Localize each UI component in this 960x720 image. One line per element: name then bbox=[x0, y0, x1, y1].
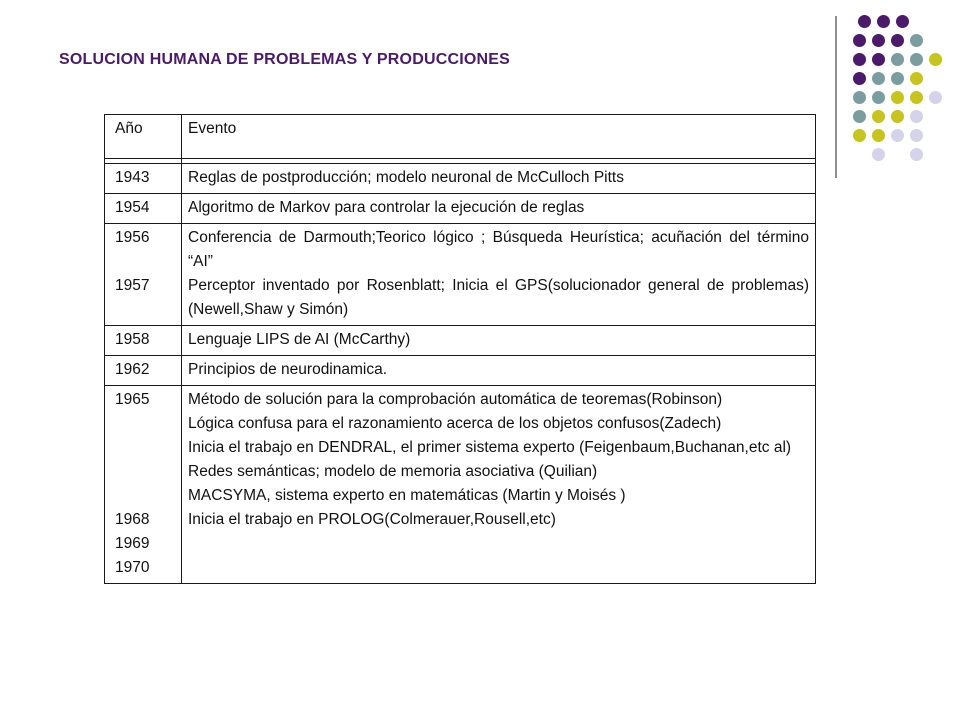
decorative-dot bbox=[929, 91, 942, 104]
slide-title: SOLUCION HUMANA DE PROBLEMAS Y PRODUCCIONES bbox=[59, 51, 511, 68]
decorative-dot bbox=[891, 72, 904, 85]
year-value: 1954 bbox=[115, 199, 150, 216]
event-text: Inicia el trabajo en PROLOG(Colmerauer,Rousell,etc) bbox=[188, 511, 556, 528]
decorative-dot bbox=[910, 148, 923, 161]
decorative-dot bbox=[872, 91, 885, 104]
decorative-dot bbox=[910, 72, 923, 85]
decorative-dot bbox=[872, 53, 885, 66]
decorative-dot bbox=[853, 91, 866, 104]
decorative-dot bbox=[853, 34, 866, 47]
decorative-dot bbox=[872, 129, 885, 142]
event-cell bbox=[182, 194, 816, 224]
event-cell bbox=[182, 326, 816, 356]
event-text: Lógica confusa para el razonamiento acerca de los objetos confusos(Zadech) bbox=[188, 415, 722, 432]
event-header: Evento bbox=[182, 115, 816, 159]
event-cell bbox=[182, 386, 816, 584]
year-value: 1968 bbox=[115, 511, 150, 528]
line-gap bbox=[115, 436, 175, 460]
decorative-dot bbox=[872, 34, 885, 47]
event-cell bbox=[182, 224, 816, 326]
table-row bbox=[105, 194, 816, 224]
decorative-dot bbox=[858, 15, 871, 28]
table-row bbox=[105, 224, 816, 326]
event-text: Método de solución para la comprobación automática de teoremas(Robinson) bbox=[188, 391, 723, 408]
year-value: 1962 bbox=[115, 361, 150, 378]
year-cell bbox=[105, 386, 182, 584]
event-cell bbox=[182, 356, 816, 386]
line-gap bbox=[115, 484, 175, 508]
year-value: 1943 bbox=[115, 169, 150, 186]
decorative-dot bbox=[877, 15, 890, 28]
year-cell bbox=[105, 194, 182, 224]
decorative-dot bbox=[872, 110, 885, 123]
decorative-dot bbox=[853, 129, 866, 142]
event-text: Reglas de postproducción; modelo neuronal de McCulloch Pitts bbox=[188, 169, 624, 186]
event-text: Conferencia de Darmouth;Teorico lógico ; Búsqueda Heurística; acuñación del término “AI” bbox=[188, 229, 809, 270]
year-header: Año bbox=[105, 115, 182, 159]
year-cell bbox=[105, 356, 182, 386]
year-value: 1958 bbox=[115, 331, 150, 348]
decorative-dot bbox=[891, 129, 904, 142]
event-text: Principios de neurodinamica. bbox=[188, 361, 388, 378]
event-text: MACSYMA, sistema experto en matemáticas (Martin y Moisés ) bbox=[188, 487, 626, 504]
event-text: Algoritmo de Markov para controlar la ejecución de reglas bbox=[188, 199, 585, 216]
decorative-dot bbox=[853, 72, 866, 85]
decorative-dot bbox=[853, 110, 866, 123]
decorative-dot bbox=[891, 34, 904, 47]
decorative-dot bbox=[891, 53, 904, 66]
decorative-dot bbox=[891, 110, 904, 123]
decorative-dot bbox=[910, 53, 923, 66]
year-value: 1969 bbox=[115, 535, 150, 552]
divider-line bbox=[835, 16, 837, 178]
decorative-dot bbox=[910, 110, 923, 123]
year-cell bbox=[105, 326, 182, 356]
event-text: Inicia el trabajo en DENDRAL, el primer sistema experto (Feigenbaum,Buchanan,etc al) bbox=[188, 439, 792, 456]
events-table bbox=[104, 114, 816, 584]
event-text: Lenguaje LIPS de AI (McCarthy) bbox=[188, 331, 411, 348]
decorative-dot bbox=[872, 148, 885, 161]
year-cell bbox=[105, 164, 182, 194]
event-text: Perceptor inventado por Rosenblatt; Inicia el GPS(solucionador general de problemas)(Newell,Shaw y Simón) bbox=[188, 277, 809, 318]
decorative-dot-grid bbox=[850, 12, 950, 162]
decorative-dot bbox=[891, 91, 904, 104]
events-table-container bbox=[104, 114, 818, 630]
line-gap bbox=[115, 412, 175, 436]
year-value: 1956 bbox=[115, 229, 150, 246]
decorative-dot bbox=[910, 34, 923, 47]
event-cell bbox=[182, 164, 816, 194]
year-value: 1970 bbox=[115, 559, 150, 576]
decorative-dot bbox=[910, 129, 923, 142]
year-value: 1965 bbox=[115, 391, 150, 408]
table-header-row bbox=[105, 115, 816, 159]
year-value: 1957 bbox=[115, 277, 150, 294]
year-cell bbox=[105, 224, 182, 326]
decorative-dot bbox=[910, 91, 923, 104]
line-gap bbox=[115, 460, 175, 484]
table-row bbox=[105, 356, 816, 386]
decorative-dot bbox=[929, 53, 942, 66]
decorative-dot bbox=[872, 72, 885, 85]
line-gap bbox=[115, 250, 175, 274]
table-row bbox=[105, 386, 816, 584]
decorative-dot bbox=[896, 15, 909, 28]
table-row bbox=[105, 164, 816, 194]
event-text: Redes semánticas; modelo de memoria asociativa (Quilian) bbox=[188, 463, 598, 480]
table-row bbox=[105, 326, 816, 356]
decorative-dot bbox=[853, 53, 866, 66]
